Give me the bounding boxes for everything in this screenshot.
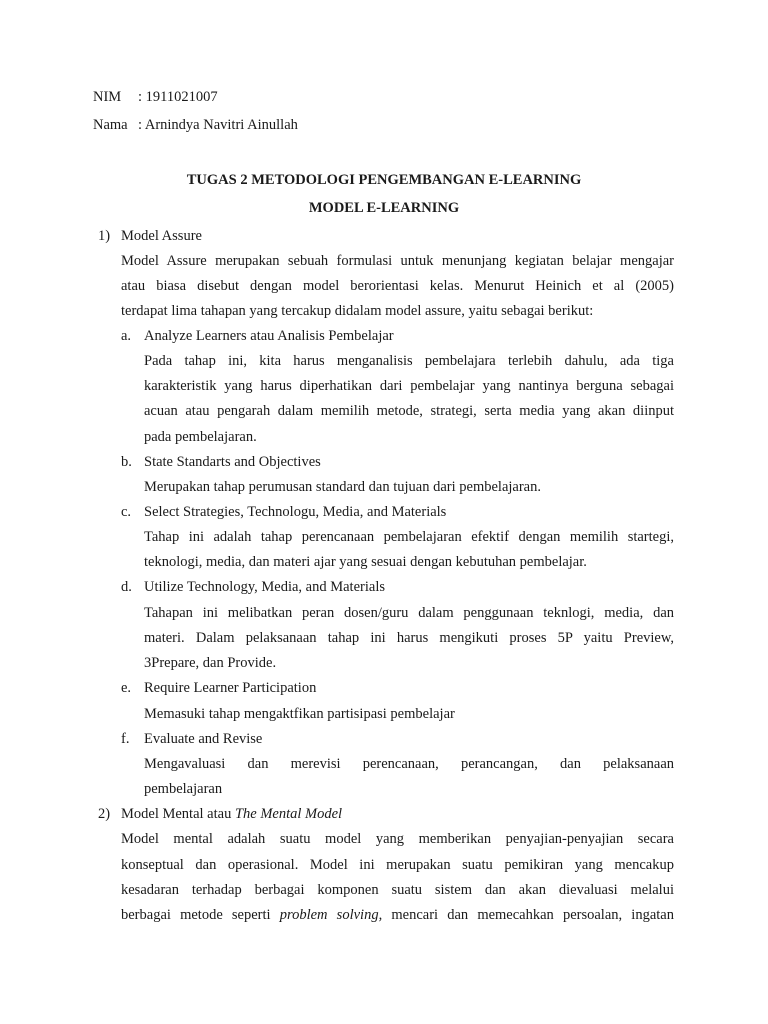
document-subtitle: MODEL E-LEARNING (308, 200, 460, 216)
paragraph-line: Memasuki tahap mengaktfikan partisipasi pembelajar (144, 706, 455, 722)
paragraph-line: terdapat lima tahapan yang tercakup didalam model assure, yaitu sebagai berikut: (121, 303, 594, 319)
heading-text: Model Mental atau (121, 806, 235, 822)
paragraph-line: pembelajaran (144, 781, 223, 797)
paragraph-line: teknologi, media, dan materi ajar yang sesuai dengan kebutuhan pembelajar. (144, 554, 587, 570)
paragraph-line: konseptual dan operasional. Model ini merupakan suatu pemikiran yang mencakup (121, 857, 674, 873)
item-letter: d. (121, 579, 132, 595)
paragraph-line: materi. Dalam pelaksanaan tahap ini harus mengikuti proses 5P yaitu Preview, (144, 630, 674, 646)
paragraph-line: atau biasa disebut dengan model berorientasi kelas. Menurut Heinich et al (2005) (121, 278, 674, 294)
nim-label: NIM (93, 89, 122, 105)
item-letter: e. (121, 680, 132, 696)
line-text: berbagai metode seperti (121, 907, 280, 923)
item-letter: f. (121, 731, 130, 747)
nim-value: : 1911021007 (138, 89, 218, 105)
nama-label: Nama (93, 117, 128, 133)
item-letter: a. (121, 328, 132, 344)
line-text: mencari dan memecahkan persoalan, ingatan (382, 907, 674, 923)
paragraph-line: Mengavaluasi dan merevisi perencanaan, perancangan, dan pelaksanaan (144, 756, 674, 772)
paragraph-line: Tahapan ini melibatkan peran dosen/guru dalam penggunaan teknlogi, media, dan (144, 605, 674, 621)
paragraph-line: acuan atau pengarah dalam memilih metode, strategi, serta media yang akan diinput (144, 403, 674, 419)
document-title: TUGAS 2 METODOLOGI PENGEMBANGAN E-LEARNING (186, 172, 582, 188)
paragraph-line: Model mental adalah suatu model yang memberikan penyajian-penyajian secara (121, 831, 674, 847)
item-title: Utilize Technology, Media, and Materials (144, 579, 385, 595)
item-title: Evaluate and Revise (144, 731, 263, 747)
paragraph-line (121, 906, 674, 924)
paragraph-line: Merupakan tahap perumusan standard dan tujuan dari pembelajaran. (144, 479, 541, 495)
paragraph-line: kesadaran terhadap berbagai komponen suatu sistem dan akan dievaluasi melalui (121, 882, 674, 898)
section-heading: Model Assure (121, 228, 202, 244)
item-title: Analyze Learners atau Analisis Pembelajar (144, 328, 394, 344)
heading-italic-text: The Mental Model (234, 806, 343, 822)
section-number: 2) (98, 806, 111, 822)
item-letter: c. (121, 504, 132, 520)
item-title: State Standarts and Objectives (144, 454, 321, 470)
italic-term: problem solving, (279, 907, 383, 923)
section-heading (121, 805, 342, 823)
paragraph-line: Pada tahap ini, kita harus menganalisis pembelajara terlebih dahulu, ada tiga (144, 353, 674, 369)
paragraph-line: karakteristik yang harus diperhatikan dari pembelajar yang nantinya berguna sebagai (144, 378, 674, 394)
item-letter: b. (121, 454, 132, 470)
item-title: Select Strategies, Technologu, Media, and Materials (144, 504, 447, 520)
paragraph-line: Model Assure merupakan sebuah formulasi untuk menunjang kegiatan belajar mengajar (121, 253, 674, 269)
section-number: 1) (98, 228, 111, 244)
paragraph-line: 3Prepare, dan Provide. (144, 655, 277, 671)
paragraph-line: Tahap ini adalah tahap perencanaan pembelajaran efektif dengan memilih startegi, (144, 529, 674, 545)
paragraph-line: pada pembelajaran. (144, 429, 257, 445)
nama-value: : Arnindya Navitri Ainullah (138, 117, 298, 133)
item-title: Require Learner Participation (144, 680, 317, 696)
